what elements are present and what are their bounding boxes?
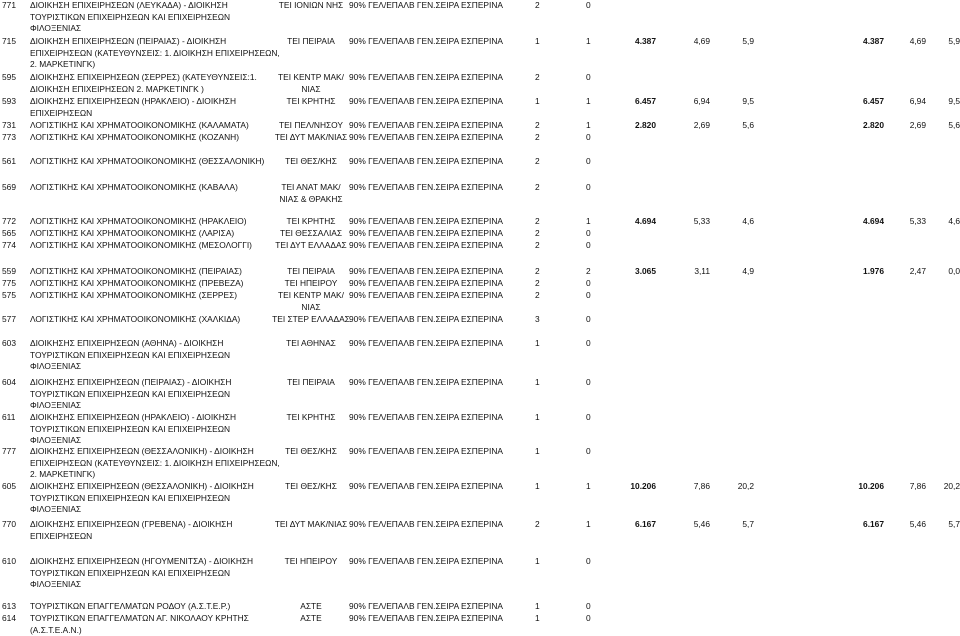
cell-n1: 3 [535,314,540,324]
cell-n1: 2 [535,120,540,130]
cell-n1: 2 [535,182,540,192]
cell-n1: 1 [535,556,540,566]
cell-n1: 1 [535,481,540,491]
cell-cat: 90% ΓΕΛ/ΕΠΑΛΒ ΓΕΝ.ΣΕΙΡΑ ΕΣΠΕΡΙΝΑ [349,519,503,529]
cell-inst: ΤΕΙ ΑΝΑΤ ΜΑΚ/ΝΙΑΣ & ΘΡΑΚΗΣ [279,182,343,204]
cell-n2: 1 [586,216,591,226]
cell-name: ΛΟΓΙΣΤΙΚΗΣ ΚΑΙ ΧΡΗΜΑΤΟΟΙΚΟΝΟΜΙΚΗΣ (ΛΑΡΙΣΑ) [30,228,235,238]
cell-code: 731 [2,120,16,130]
cell-code: 559 [2,266,16,276]
cell-code: 771 [2,0,16,10]
cell-code: 777 [2,446,16,456]
cell-n1: 1 [535,613,540,623]
cell-name: ΔΙΟΙΚΗΣΗΣ ΕΠΙΧΕΙΡΗΣΕΩΝ (ΑΘΗΝΑ) - ΔΙΟΙΚΗΣΗ ΤΟΥΡΙΣΤΙΚΩΝ ΕΠΙΧΕΙΡΗΣΕΩΝ ΚΑΙ ΕΠΙΧΕΙΡΗΣΕΩΝ ΦΙΛΟΞΕΝΙΑΣ [30,338,231,372]
cell-cat: 90% ΓΕΛ/ΕΠΑΛΒ ΓΕΝ.ΣΕΙΡΑ ΕΣΠΕΡΙΝΑ [349,0,503,10]
cell-v4: 2.820 [863,120,884,130]
cell-code: 595 [2,72,16,82]
cell-code: 575 [2,290,16,300]
cell-code: 775 [2,278,16,288]
cell-cat: 90% ΓΕΛ/ΕΠΑΛΒ ΓΕΝ.ΣΕΙΡΑ ΕΣΠΕΡΙΝΑ [349,120,503,130]
cell-v2: 3,11 [694,266,710,276]
cell-name: ΛΟΓΙΣΤΙΚΗΣ ΚΑΙ ΧΡΗΜΑΤΟΟΙΚΟΝΟΜΙΚΗΣ (ΗΡΑΚΛΕΙΟ) [30,216,247,226]
cell-n1: 2 [535,228,540,238]
cell-n1: 1 [535,96,540,106]
cell-v4: 4.694 [863,216,884,226]
cell-inst: ΑΣΤΕ [300,613,322,623]
cell-v6: 0,0 [948,266,960,276]
cell-inst: ΤΕΙ ΘΕΣΣΑΛΙΑΣ [279,228,343,238]
cell-n2: 1 [586,96,591,106]
cell-code: 561 [2,156,16,166]
cell-inst: ΤΕΙ ΣΤΕΡ ΕΛΛΑΔΑΣ [272,314,350,324]
cell-n1: 1 [535,338,540,348]
cell-n2: 0 [586,377,591,387]
cell-n2: 1 [586,36,591,46]
cell-v2: 5,46 [693,519,710,529]
cell-name: ΛΟΓΙΣΤΙΚΗΣ ΚΑΙ ΧΡΗΜΑΤΟΟΙΚΟΝΟΜΙΚΗΣ (ΧΑΛΚΙΔΑ) [30,314,241,324]
cell-inst: ΤΕΙ ΘΕΣ/ΚΗΣ [285,446,337,456]
cell-code: 610 [2,556,16,566]
cell-v3: 5,9 [742,36,754,46]
cell-v3: 4,6 [742,216,754,226]
cell-name: ΔΙΟΙΚΗΣΗΣ ΕΠΙΧΕΙΡΗΣΕΩΝ (ΓΡΕΒΕΝΑ) - ΔΙΟΙΚΗΣΗ ΕΠΙΧΕΙΡΗΣΕΩΝ [30,519,233,541]
cell-name: ΛΟΓΙΣΤΙΚΗΣ ΚΑΙ ΧΡΗΜΑΤΟΟΙΚΟΝΟΜΙΚΗΣ (ΘΕΣΣΑΛΟΝΙΚΗ) [30,156,265,166]
cell-v1: 2.820 [635,120,656,130]
cell-cat: 90% ΓΕΛ/ΕΠΑΛΒ ΓΕΝ.ΣΕΙΡΑ ΕΣΠΕΡΙΝΑ [349,216,503,226]
cell-v6: 5,9 [948,36,960,46]
cell-n1: 1 [535,377,540,387]
cell-n1: 2 [535,290,540,300]
cell-name: ΔΙΟΙΚΗΣΗΣ ΕΠΙΧΕΙΡΗΣΕΩΝ (ΗΓΟΥΜΕΝΙΤΣΑ) - ΔΙΟΙΚΗΣΗ ΤΟΥΡΙΣΤΙΚΩΝ ΕΠΙΧΕΙΡΗΣΕΩΝ ΚΑΙ ΕΠΙΧΕΙΡΗΣΕΩΝ ΦΙΛΟΞΕΝΙΑΣ [30,556,254,590]
cell-v3: 5,7 [742,519,754,529]
cell-v3: 9,5 [742,96,754,106]
cell-inst: ΤΕΙ ΚΡΗΤΗΣ [286,96,336,106]
cell-name: ΛΟΓΙΣΤΙΚΗΣ ΚΑΙ ΧΡΗΜΑΤΟΟΙΚΟΝΟΜΙΚΗΣ (ΚΑΛΑΜΑΤΑ) [30,120,249,130]
cell-n1: 2 [535,240,540,250]
cell-n1: 2 [535,156,540,166]
cell-cat: 90% ΓΕΛ/ΕΠΑΛΒ ΓΕΝ.ΣΕΙΡΑ ΕΣΠΕΡΙΝΑ [349,290,503,300]
cell-code: 611 [2,412,16,422]
cell-n2: 0 [586,338,591,348]
cell-n1: 2 [535,132,540,142]
cell-name: ΔΙΟΙΚΗΣΗΣ ΕΠΙΧΕΙΡΗΣΕΩΝ (ΘΕΣΣΑΛΟΝΙΚΗ) - ΔΙΟΙΚΗΣΗ ΕΠΙΧΕΙΡΗΣΕΩΝ (ΚΑΤΕΥΘΥΝΣΕΙΣ: 1. ΔΙΟΙΚΗΣΗ ΕΠΙΧΕΙΡΗΣΕΩΝ, 2. ΜΑΡΚΕΤΙΝΓΚ) [30,446,280,480]
cell-v1: 3.065 [635,266,656,276]
cell-inst: ΤΕΙ ΔΥΤ ΜΑΚ/ΝΙΑΣ [274,132,348,142]
cell-n2: 0 [586,556,591,566]
cell-v5: 2,47 [909,266,926,276]
cell-n2: 0 [586,601,591,611]
cell-v3: 4,9 [742,266,754,276]
cell-cat: 90% ΓΕΛ/ΕΠΑΛΒ ΓΕΝ.ΣΕΙΡΑ ΕΣΠΕΡΙΝΑ [349,266,503,276]
cell-name: ΔΙΟΙΚΗΣΗΣ ΕΠΙΧΕΙΡΗΣΕΩΝ (ΗΡΑΚΛΕΙΟ) - ΔΙΟΙΚΗΣΗ ΕΠΙΧΕΙΡΗΣΕΩΝ [30,96,237,118]
cell-v5: 7,86 [909,481,926,491]
cell-v2: 7,86 [693,481,710,491]
cell-n1: 2 [535,278,540,288]
cell-code: 565 [2,228,16,238]
cell-n2: 1 [586,519,591,529]
cell-n2: 0 [586,290,591,300]
cell-n2: 0 [586,228,591,238]
cell-n1: 1 [535,36,540,46]
cell-code: 715 [2,36,16,46]
cell-inst: ΤΕΙ ΚΕΝΤΡ ΜΑΚ/ΝΙΑΣ [278,290,344,312]
cell-v6: 5,7 [948,519,960,529]
cell-code: 613 [2,601,16,611]
cell-n1: 1 [535,412,540,422]
cell-cat: 90% ΓΕΛ/ΕΠΑΛΒ ΓΕΝ.ΣΕΙΡΑ ΕΣΠΕΡΙΝΑ [349,314,503,324]
cell-v1: 6.167 [635,519,656,529]
cell-inst: ΤΕΙ ΔΥΤ ΕΛΛΑΔΑΣ [275,240,347,250]
cell-v6: 20,2 [943,481,960,491]
cell-v1: 4.387 [635,36,656,46]
cell-v2: 2,69 [693,120,710,130]
cell-cat: 90% ΓΕΛ/ΕΠΑΛΒ ΓΕΝ.ΣΕΙΡΑ ΕΣΠΕΡΙΝΑ [349,613,503,623]
cell-v5: 5,33 [909,216,926,226]
cell-n2: 0 [586,132,591,142]
cell-cat: 90% ΓΕΛ/ΕΠΑΛΒ ΓΕΝ.ΣΕΙΡΑ ΕΣΠΕΡΙΝΑ [349,377,503,387]
cell-name: ΤΟΥΡΙΣΤΙΚΩΝ ΕΠΑΓΓΕΛΜΑΤΩΝ ΡΟΔΟΥ (Α.Σ.Τ.Ε.Ρ.) [30,601,231,611]
cell-v5: 6,94 [909,96,926,106]
cell-inst: ΤΕΙ ΑΘΗΝΑΣ [286,338,336,348]
cell-inst: ΤΕΙ ΚΡΗΤΗΣ [286,216,336,226]
cell-cat: 90% ΓΕΛ/ΕΠΑΛΒ ΓΕΝ.ΣΕΙΡΑ ΕΣΠΕΡΙΝΑ [349,601,503,611]
cell-name: ΔΙΟΙΚΗΣΗΣ ΕΠΙΧΕΙΡΗΣΕΩΝ (ΣΕΡΡΕΣ) (ΚΑΤΕΥΘΥΝΣΕΙΣ:1. ΔΙΟΙΚΗΣΗ ΕΠΙΧΕΙΡΗΣΕΩΝ 2. ΜΑΡΚΕΤΙΝΓΚ ) [30,72,257,94]
cell-name: ΛΟΓΙΣΤΙΚΗΣ ΚΑΙ ΧΡΗΜΑΤΟΟΙΚΟΝΟΜΙΚΗΣ (ΜΕΣΟΛΟΓΓΙ) [30,240,252,250]
cell-v6: 9,5 [948,96,960,106]
cell-code: 774 [2,240,16,250]
cell-code: 569 [2,182,16,192]
cell-inst: ΤΕΙ ΙΟΝΙΩΝ ΝΗΣ [278,0,344,10]
cell-n2: 0 [586,613,591,623]
cell-inst: ΤΕΙ ΠΕΛ/ΝΗΣΟΥ [278,120,343,130]
cell-n2: 0 [586,278,591,288]
cell-name: ΔΙΟΙΚΗΣΗ ΕΠΙΧΕΙΡΗΣΕΩΝ (ΠΕΙΡΑΙΑΣ) - ΔΙΟΙΚΗΣΗ ΕΠΙΧΕΙΡΗΣΕΩΝ (ΚΑΤΕΥΘΥΝΣΕΙΣ: 1. ΔΙΟΙΚΗΣΗ ΕΠΙΧΕΙΡΗΣΕΩΝ, 2. ΜΑΡΚΕΤΙΝΓΚ) [30,36,280,70]
cell-n1: 2 [535,519,540,529]
cell-v2: 6,94 [693,96,710,106]
cell-n1: 2 [535,266,540,276]
cell-n1: 1 [535,601,540,611]
cell-inst: ΤΕΙ ΠΕΙΡΑΙΑ [287,266,335,276]
cell-inst: ΤΕΙ ΠΕΙΡΑΙΑ [287,377,335,387]
cell-inst: ΤΕΙ ΗΠΕΙΡΟΥ [284,278,338,288]
cell-v4: 10.206 [858,481,884,491]
cell-name: ΛΟΓΙΣΤΙΚΗΣ ΚΑΙ ΧΡΗΜΑΤΟΟΙΚΟΝΟΜΙΚΗΣ (ΚΑΒΑΛΑ) [30,182,238,192]
cell-inst: ΤΕΙ ΔΥΤ ΜΑΚ/ΝΙΑΣ [274,519,348,529]
cell-cat: 90% ΓΕΛ/ΕΠΑΛΒ ΓΕΝ.ΣΕΙΡΑ ΕΣΠΕΡΙΝΑ [349,446,503,456]
cell-inst: ΑΣΤΕ [300,601,322,611]
cell-inst: ΤΕΙ ΚΕΝΤΡ ΜΑΚ/ΝΙΑΣ [278,72,344,94]
cell-v3: 20,2 [737,481,754,491]
cell-cat: 90% ΓΕΛ/ΕΠΑΛΒ ΓΕΝ.ΣΕΙΡΑ ΕΣΠΕΡΙΝΑ [349,156,503,166]
cell-inst: ΤΕΙ ΚΡΗΤΗΣ [286,412,336,422]
cell-v1: 6.457 [635,96,656,106]
cell-code: 577 [2,314,16,324]
cell-code: 772 [2,216,16,226]
cell-n2: 0 [586,156,591,166]
cell-name: ΛΟΓΙΣΤΙΚΗΣ ΚΑΙ ΧΡΗΜΑΤΟΟΙΚΟΝΟΜΙΚΗΣ (ΣΕΡΡΕΣ) [30,290,238,300]
cell-inst: ΤΕΙ ΗΠΕΙΡΟΥ [284,556,338,566]
cell-v2: 4,69 [693,36,710,46]
cell-n1: 2 [535,72,540,82]
cell-n1: 2 [535,0,540,10]
cell-cat: 90% ΓΕΛ/ΕΠΑΛΒ ΓΕΝ.ΣΕΙΡΑ ΕΣΠΕΡΙΝΑ [349,96,503,106]
cell-v1: 4.694 [635,216,656,226]
cell-cat: 90% ΓΕΛ/ΕΠΑΛΒ ΓΕΝ.ΣΕΙΡΑ ΕΣΠΕΡΙΝΑ [349,228,503,238]
cell-cat: 90% ΓΕΛ/ΕΠΑΛΒ ΓΕΝ.ΣΕΙΡΑ ΕΣΠΕΡΙΝΑ [349,132,503,142]
cell-cat: 90% ΓΕΛ/ΕΠΑΛΒ ΓΕΝ.ΣΕΙΡΑ ΕΣΠΕΡΙΝΑ [349,240,503,250]
cell-cat: 90% ΓΕΛ/ΕΠΑΛΒ ΓΕΝ.ΣΕΙΡΑ ΕΣΠΕΡΙΝΑ [349,182,503,192]
cell-cat: 90% ΓΕΛ/ΕΠΑΛΒ ΓΕΝ.ΣΕΙΡΑ ΕΣΠΕΡΙΝΑ [349,278,503,288]
cell-name: ΤΟΥΡΙΣΤΙΚΩΝ ΕΠΑΓΓΕΛΜΑΤΩΝ ΑΓ. ΝΙΚΟΛΑΟΥ ΚΡΗΤΗΣ (Α.Σ.Τ.Ε.Α.Ν.) [30,613,249,635]
cell-code: 605 [2,481,16,491]
cell-v5: 5,46 [909,519,926,529]
cell-n2: 1 [586,120,591,130]
cell-cat: 90% ΓΕΛ/ΕΠΑΛΒ ΓΕΝ.ΣΕΙΡΑ ΕΣΠΕΡΙΝΑ [349,481,503,491]
cell-n2: 0 [586,72,591,82]
cell-code: 614 [2,613,16,623]
cell-name: ΔΙΟΙΚΗΣΗ ΕΠΙΧΕΙΡΗΣΕΩΝ (ΛΕΥΚΑΔΑ) - ΔΙΟΙΚΗΣΗ ΤΟΥΡΙΣΤΙΚΩΝ ΕΠΙΧΕΙΡΗΣΕΩΝ ΚΑΙ ΕΠΙΧΕΙΡΗΣΕΩΝ ΦΙΛΟΞΕΝΙΑΣ [30,0,231,34]
cell-inst: ΤΕΙ ΠΕΙΡΑΙΑ [287,36,335,46]
cell-n2: 2 [586,266,591,276]
cell-v5: 2,69 [909,120,926,130]
cell-cat: 90% ΓΕΛ/ΕΠΑΛΒ ΓΕΝ.ΣΕΙΡΑ ΕΣΠΕΡΙΝΑ [349,72,503,82]
cell-n2: 0 [586,412,591,422]
cell-v2: 5,33 [693,216,710,226]
cell-cat: 90% ΓΕΛ/ΕΠΑΛΒ ΓΕΝ.ΣΕΙΡΑ ΕΣΠΕΡΙΝΑ [349,36,503,46]
cell-v6: 5,6 [948,120,960,130]
cell-n2: 0 [586,182,591,192]
cell-n2: 0 [586,240,591,250]
cell-n2: 0 [586,314,591,324]
cell-inst: ΤΕΙ ΘΕΣ/ΚΗΣ [285,481,337,491]
cell-name: ΛΟΓΙΣΤΙΚΗΣ ΚΑΙ ΧΡΗΜΑΤΟΟΙΚΟΝΟΜΙΚΗΣ (ΠΕΙΡΑΙΑΣ) [30,266,242,276]
cell-name: ΛΟΓΙΣΤΙΚΗΣ ΚΑΙ ΧΡΗΜΑΤΟΟΙΚΟΝΟΜΙΚΗΣ (ΚΟΖΑΝΗ) [30,132,240,142]
cell-code: 603 [2,338,16,348]
cell-v4: 6.457 [863,96,884,106]
cell-code: 770 [2,519,16,529]
cell-inst: ΤΕΙ ΘΕΣ/ΚΗΣ [285,156,337,166]
cell-n2: 1 [586,481,591,491]
cell-cat: 90% ΓΕΛ/ΕΠΑΛΒ ΓΕΝ.ΣΕΙΡΑ ΕΣΠΕΡΙΝΑ [349,338,503,348]
cell-v4: 6.167 [863,519,884,529]
cell-name: ΔΙΟΙΚΗΣΗΣ ΕΠΙΧΕΙΡΗΣΕΩΝ (ΘΕΣΣΑΛΟΝΙΚΗ) - ΔΙΟΙΚΗΣΗ ΤΟΥΡΙΣΤΙΚΩΝ ΕΠΙΧΕΙΡΗΣΕΩΝ ΚΑΙ ΕΠΙΧΕΙΡΗΣΕΩΝ ΦΙΛΟΞΕΝΙΑΣ [30,481,254,515]
cell-n2: 0 [586,0,591,10]
cell-n2: 0 [586,446,591,456]
cell-n1: 1 [535,446,540,456]
cell-v4: 4.387 [863,36,884,46]
cell-v3: 5,6 [742,120,754,130]
cell-name: ΔΙΟΙΚΗΣΗΣ ΕΠΙΧΕΙΡΗΣΕΩΝ (ΠΕΙΡΑΙΑΣ) - ΔΙΟΙΚΗΣΗ ΤΟΥΡΙΣΤΙΚΩΝ ΕΠΙΧΕΙΡΗΣΕΩΝ ΚΑΙ ΕΠΙΧΕΙΡΗΣΕΩΝ ΦΙΛΟΞΕΝΙΑΣ [30,377,232,411]
cell-name: ΔΙΟΙΚΗΣΗΣ ΕΠΙΧΕΙΡΗΣΕΩΝ (ΗΡΑΚΛΕΙΟ) - ΔΙΟΙΚΗΣΗ ΤΟΥΡΙΣΤΙΚΩΝ ΕΠΙΧΕΙΡΗΣΕΩΝ ΚΑΙ ΕΠΙΧΕΙΡΗΣΕΩΝ ΦΙΛΟΞΕΝΙΑΣ [30,412,237,446]
cell-cat: 90% ΓΕΛ/ΕΠΑΛΒ ΓΕΝ.ΣΕΙΡΑ ΕΣΠΕΡΙΝΑ [349,556,503,566]
cell-code: 604 [2,377,16,387]
cell-code: 773 [2,132,16,142]
cell-v4: 1.976 [863,266,884,276]
cell-v5: 4,69 [909,36,926,46]
cell-name: ΛΟΓΙΣΤΙΚΗΣ ΚΑΙ ΧΡΗΜΑΤΟΟΙΚΟΝΟΜΙΚΗΣ (ΠΡΕΒΕΖΑ) [30,278,244,288]
cell-n1: 2 [535,216,540,226]
cell-v1: 10.206 [630,481,656,491]
cell-v6: 4,6 [948,216,960,226]
cell-code: 593 [2,96,16,106]
cell-cat: 90% ΓΕΛ/ΕΠΑΛΒ ΓΕΝ.ΣΕΙΡΑ ΕΣΠΕΡΙΝΑ [349,412,503,422]
